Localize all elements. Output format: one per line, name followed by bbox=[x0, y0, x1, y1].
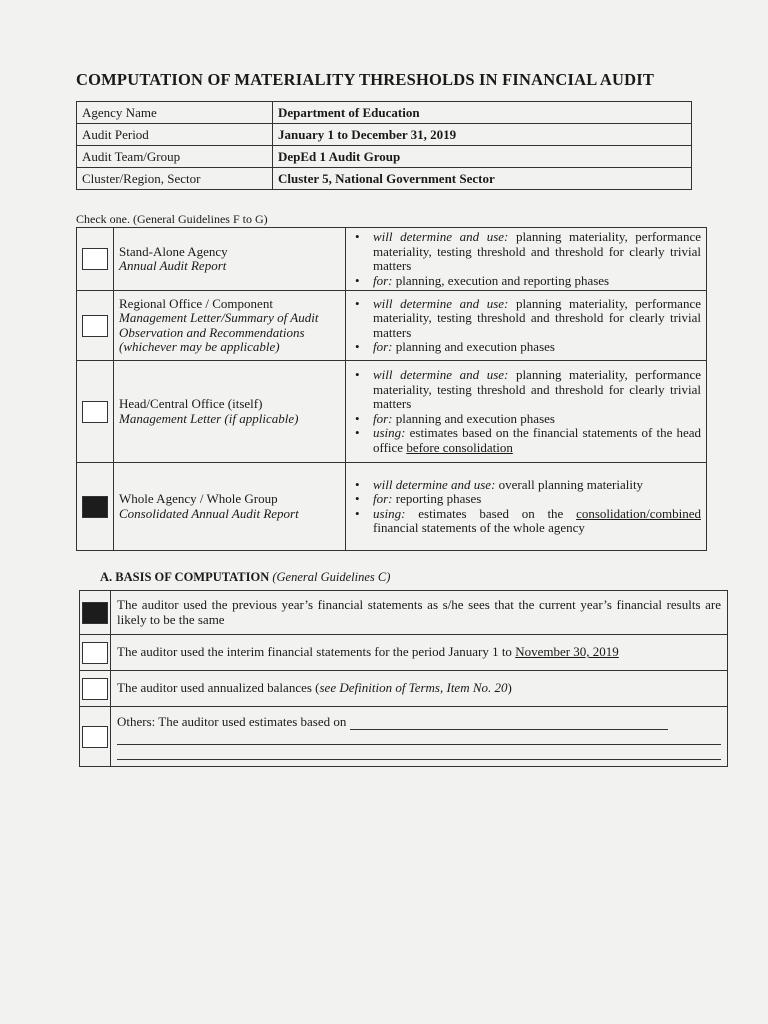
list-item: • will determine and use: overall planning materiality bbox=[373, 478, 701, 493]
bullet-list bbox=[351, 478, 701, 536]
others-input-line[interactable] bbox=[350, 716, 668, 730]
table-row bbox=[77, 291, 707, 361]
others-input-line[interactable] bbox=[117, 747, 721, 760]
info-label: Cluster/Region, Sector bbox=[77, 168, 273, 190]
info-value: Cluster 5, National Government Sector bbox=[273, 168, 692, 190]
table-row bbox=[80, 591, 728, 635]
info-value: DepEd 1 Audit Group bbox=[273, 146, 692, 168]
table-row bbox=[77, 102, 692, 124]
table-row bbox=[77, 228, 707, 291]
table-row bbox=[77, 146, 692, 168]
info-label: Audit Period bbox=[77, 124, 273, 146]
agency-checkbox[interactable] bbox=[82, 248, 108, 270]
table-row bbox=[80, 635, 728, 671]
report-type-label: Observation and Recommendations (whichever may be applicable) bbox=[119, 324, 305, 354]
basis-option-text: Others: The auditor used estimates based on bbox=[117, 714, 347, 729]
agency-type-label: Whole Agency / Whole Group bbox=[119, 491, 278, 506]
basis-table bbox=[79, 590, 728, 767]
agency-info-table bbox=[76, 101, 692, 190]
agency-checkbox[interactable] bbox=[82, 315, 108, 337]
list-item: • will determine and use: planning materiality, performance materiality, testing threshold and threshold for clearly trivial matters bbox=[373, 230, 701, 274]
table-row bbox=[77, 168, 692, 190]
agency-type-label: Stand-Alone Agency bbox=[119, 243, 228, 259]
check-one-instruction: Check one. (General Guidelines F to G) bbox=[76, 212, 268, 226]
list-item: • for: reporting phases bbox=[373, 492, 701, 507]
list-item: • for: planning and execution phases bbox=[373, 412, 701, 427]
table-row bbox=[80, 707, 728, 767]
basis-checkbox[interactable] bbox=[82, 678, 108, 700]
list-item: • will determine and use: planning materiality, performance materiality, testing threshold and threshold for clearly trivial matters bbox=[373, 297, 701, 341]
others-input-line[interactable] bbox=[117, 732, 721, 745]
table-row: The auditor used annualized balances (see Definition of Terms, Item No. 20) bbox=[80, 671, 728, 707]
list-item: • will determine and use: planning materiality, performance materiality, testing threshold and threshold for clearly trivial matters bbox=[373, 368, 701, 412]
info-label: Audit Team/Group bbox=[77, 146, 273, 168]
table-row bbox=[77, 361, 707, 463]
report-type-label: Annual Audit Report bbox=[119, 258, 227, 273]
basis-option-text: The auditor used the previous year’s financial statements as s/he sees that the current year’s financial results are likely to be the same bbox=[111, 591, 728, 635]
agency-checkbox[interactable] bbox=[82, 496, 108, 518]
basis-option-text: The auditor used annualized balances ( bbox=[117, 680, 320, 696]
interim-end-date: November 30, 2019 bbox=[515, 644, 619, 660]
basis-checkbox[interactable] bbox=[82, 602, 108, 624]
basis-checkbox[interactable] bbox=[82, 642, 108, 664]
report-type-label: Management Letter (if applicable) bbox=[119, 410, 299, 426]
page-title: COMPUTATION OF MATERIALITY THRESHOLDS IN FINANCIAL AUDIT bbox=[76, 70, 655, 89]
table-row bbox=[77, 463, 707, 551]
list-item: • for: planning, execution and reporting phases bbox=[373, 274, 701, 289]
section-heading: A. BASIS OF COMPUTATION (General Guidelines C) bbox=[100, 570, 391, 584]
info-label: Agency Name bbox=[77, 102, 273, 124]
agency-type-label: Head/Central Office (itself) bbox=[119, 396, 263, 411]
bullet-list bbox=[351, 230, 701, 288]
info-value: January 1 to December 31, 2019 bbox=[273, 124, 692, 146]
bullet-list bbox=[351, 368, 701, 455]
bullet-list bbox=[351, 297, 701, 355]
info-value: Department of Education bbox=[273, 102, 692, 124]
basis-option-text: The auditor used the interim financial statements for the period January 1 to bbox=[117, 644, 516, 660]
report-type-label: Management Letter/Summary of Audit bbox=[119, 310, 319, 325]
agency-type-label: Regional Office / Component bbox=[119, 295, 273, 311]
list-item: • using: estimates based on the financial statements of the head office before consolidation bbox=[373, 426, 701, 455]
list-item: • using: estimates based on the consolidation/combined financial statements of the whole agency bbox=[373, 507, 701, 536]
basis-checkbox[interactable] bbox=[82, 726, 108, 748]
list-item: • for: planning and execution phases bbox=[373, 340, 701, 355]
table-row bbox=[77, 124, 692, 146]
report-type-label: Consolidated Annual Audit Report bbox=[119, 505, 299, 521]
agency-type-table bbox=[76, 227, 707, 551]
agency-checkbox[interactable] bbox=[82, 401, 108, 423]
